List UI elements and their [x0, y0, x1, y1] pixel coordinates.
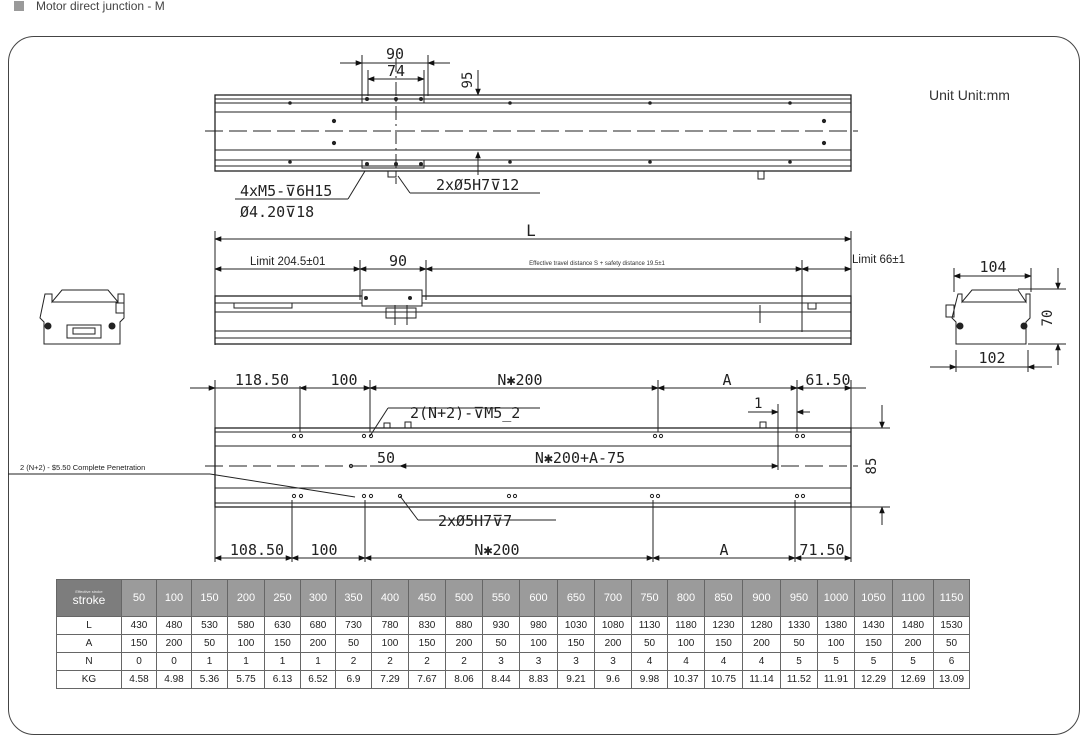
table-cell: 9.98 [632, 671, 668, 689]
table-cell: 100 [228, 635, 265, 653]
table-cell: 830 [409, 617, 446, 635]
stroke-header-cell: 500 [446, 580, 483, 617]
header-small-label: Effective stroke [75, 589, 103, 594]
table-cell: 6 [934, 653, 970, 671]
table-cell: 9.6 [595, 671, 632, 689]
unit-label: Unit Unit:mm [929, 87, 1010, 103]
table-cell: 200 [595, 635, 632, 653]
table-cell: 480 [157, 617, 192, 635]
stroke-header-cell: 450 [409, 580, 446, 617]
note-top-pin: 2xØ5H7⊽12 [436, 176, 520, 194]
table-cell: 100 [520, 635, 558, 653]
table-cell: 3 [595, 653, 632, 671]
table-cell: 4.98 [157, 671, 192, 689]
table-cell: 5.36 [192, 671, 228, 689]
table-cell: 1 [265, 653, 301, 671]
table-cell: 5 [818, 653, 855, 671]
table-cell: 780 [372, 617, 409, 635]
table-cell: 1330 [781, 617, 818, 635]
table-cell: 200 [157, 635, 192, 653]
stroke-header-cell: 100 [157, 580, 192, 617]
dim-bot-n200-top: N✱200 [497, 371, 543, 389]
stroke-header-cell: 750 [632, 580, 668, 617]
dim-end-102: 102 [978, 349, 1006, 367]
table-cell: 11.91 [818, 671, 855, 689]
table-cell: 150 [855, 635, 893, 653]
table-cell: 430 [122, 617, 157, 635]
dim-end-104: 104 [979, 258, 1007, 276]
table-cell: 100 [818, 635, 855, 653]
dim-side-L: L [526, 221, 536, 240]
table-header-row [57, 580, 970, 617]
table-cell: 50 [192, 635, 228, 653]
table-cell: 100 [668, 635, 705, 653]
top-view [205, 55, 858, 199]
table-cell: 100 [372, 635, 409, 653]
table-cell: 1 [192, 653, 228, 671]
dim-bot-1: 1 [754, 396, 763, 412]
header-stroke-cell [57, 580, 122, 617]
note-top-dia: Ø4.20⊽18 [240, 203, 315, 221]
table-cell: 0 [122, 653, 157, 671]
table-cell: 1 [228, 653, 265, 671]
dim-top-74: 74 [386, 62, 406, 80]
stroke-header-cell: 600 [520, 580, 558, 617]
table-cell: 6.13 [265, 671, 301, 689]
table-cell: 680 [301, 617, 336, 635]
table-cell: 580 [228, 617, 265, 635]
stroke-header-cell: 200 [228, 580, 265, 617]
table-cell: 2 [372, 653, 409, 671]
limit-right-label: Limit 66±1 [852, 254, 905, 266]
table-cell: 1080 [595, 617, 632, 635]
travel-note: Effective travel distance S + safety distance 19.5±1 [529, 261, 665, 267]
table-cell: 11.14 [743, 671, 781, 689]
table-cell: 8.83 [520, 671, 558, 689]
table-cell: 5.75 [228, 671, 265, 689]
table-cell: 150 [705, 635, 743, 653]
end-view-left [40, 290, 124, 344]
dim-bot-A-top: A [722, 371, 732, 389]
table-cell: 5 [893, 653, 934, 671]
table-cell: 5 [855, 653, 893, 671]
table-cell: 200 [301, 635, 336, 653]
table-cell: 150 [558, 635, 595, 653]
table-cell: 12.69 [893, 671, 934, 689]
table-cell: 1480 [893, 617, 934, 635]
table-cell: 200 [446, 635, 483, 653]
dim-bot-50: 50 [376, 449, 396, 467]
header-big-label: stroke [72, 593, 106, 607]
table-row [57, 635, 970, 653]
table-cell: 200 [893, 635, 934, 653]
stroke-header-cell: 1100 [893, 580, 934, 617]
dim-top-90: 90 [385, 45, 405, 63]
stroke-header-cell: 550 [483, 580, 520, 617]
dim-end-70: 70 [1040, 309, 1056, 327]
dim-bot-108-50: 108.50 [229, 541, 285, 559]
table-cell: 4 [632, 653, 668, 671]
stroke-header-cell: 650 [558, 580, 595, 617]
table-cell: 150 [409, 635, 446, 653]
table-cell: 4 [743, 653, 781, 671]
table-cell: 10.75 [705, 671, 743, 689]
stroke-header-cell: 700 [595, 580, 632, 617]
dim-bot-n200-a: N✱200+A-75 [534, 449, 626, 467]
table-cell: 50 [336, 635, 372, 653]
stroke-header-cell: 300 [301, 580, 336, 617]
dim-bot-100-bot: 100 [310, 541, 338, 559]
note-top-m5: 4xM5-⊽6H15 [240, 182, 333, 200]
table-row [57, 671, 970, 689]
table-cell: 7.67 [409, 671, 446, 689]
side-view [215, 231, 851, 345]
table-cell: 1030 [558, 617, 595, 635]
table-cell: 150 [122, 635, 157, 653]
note-bot-m5: 2(N+2)-⊽M5̲2 [410, 404, 521, 422]
stroke-spec-table [56, 579, 970, 689]
limit-left-label: Limit 204.5±01 [250, 256, 326, 268]
stroke-header-cell: 350 [336, 580, 372, 617]
table-cell: 200 [743, 635, 781, 653]
stroke-header-cell: 1000 [818, 580, 855, 617]
stroke-header-cell: 150 [192, 580, 228, 617]
table-cell: 880 [446, 617, 483, 635]
row-label-cell: A [57, 635, 122, 653]
table-cell: 3 [520, 653, 558, 671]
section-title: Motor direct junction - M [36, 0, 165, 13]
table-cell: 0 [157, 653, 192, 671]
table-row [57, 653, 970, 671]
stroke-header-cell: 250 [265, 580, 301, 617]
table-row [57, 617, 970, 635]
table-cell: 1230 [705, 617, 743, 635]
table-cell: 6.9 [336, 671, 372, 689]
table-cell: 50 [632, 635, 668, 653]
table-cell: 7.29 [372, 671, 409, 689]
table-cell: 50 [483, 635, 520, 653]
table-cell: 4 [705, 653, 743, 671]
table-cell: 2 [336, 653, 372, 671]
table-cell: 6.52 [301, 671, 336, 689]
table-cell: 630 [265, 617, 301, 635]
table-cell: 50 [934, 635, 970, 653]
table-cell: 3 [558, 653, 595, 671]
table-cell: 8.44 [483, 671, 520, 689]
table-cell: 4.58 [122, 671, 157, 689]
stroke-header-cell: 1150 [934, 580, 970, 617]
dim-bot-85: 85 [864, 457, 880, 475]
table-cell: 1130 [632, 617, 668, 635]
dim-side-90: 90 [388, 252, 408, 270]
table-cell: 1280 [743, 617, 781, 635]
dim-bot-100-top: 100 [330, 371, 358, 389]
table-cell: 9.21 [558, 671, 595, 689]
table-cell: 1 [301, 653, 336, 671]
stroke-header-cell: 50 [122, 580, 157, 617]
dim-bot-n200-bot: N✱200 [474, 541, 520, 559]
table-cell: 1530 [934, 617, 970, 635]
dim-top-95: 95 [460, 71, 476, 89]
dim-bot-118-50: 118.50 [234, 371, 290, 389]
table-cell: 1180 [668, 617, 705, 635]
table-cell: 2 [409, 653, 446, 671]
table-cell: 730 [336, 617, 372, 635]
stroke-header-cell: 850 [705, 580, 743, 617]
table-cell: 50 [781, 635, 818, 653]
note-bot-pin: 2xØ5H7⊽7 [438, 512, 513, 530]
table-cell: 10.37 [668, 671, 705, 689]
table-cell: 5 [781, 653, 818, 671]
dim-bot-61-50: 61.50 [805, 371, 851, 389]
table-cell: 930 [483, 617, 520, 635]
table-cell: 12.29 [855, 671, 893, 689]
table-cell: 530 [192, 617, 228, 635]
table-cell: 2 [446, 653, 483, 671]
stroke-header-cell: 1050 [855, 580, 893, 617]
row-label-cell: KG [57, 671, 122, 689]
table-cell: 980 [520, 617, 558, 635]
dim-bot-71-50: 71.50 [799, 541, 845, 559]
table-cell: 4 [668, 653, 705, 671]
table-cell: 1430 [855, 617, 893, 635]
stroke-header-cell: 800 [668, 580, 705, 617]
stroke-header-cell: 950 [781, 580, 818, 617]
row-label-cell: N [57, 653, 122, 671]
table-cell: 8.06 [446, 671, 483, 689]
note-bot-through: 2 (N+2) - $5.50 Complete Penetration [20, 463, 146, 472]
table-cell: 3 [483, 653, 520, 671]
row-label-cell: L [57, 617, 122, 635]
dim-bot-A-bot: A [719, 541, 729, 559]
table-cell: 1380 [818, 617, 855, 635]
table-cell: 13.09 [934, 671, 970, 689]
stroke-header-cell: 400 [372, 580, 409, 617]
stroke-header-cell: 900 [743, 580, 781, 617]
table-cell: 11.52 [781, 671, 818, 689]
table-cell: 150 [265, 635, 301, 653]
